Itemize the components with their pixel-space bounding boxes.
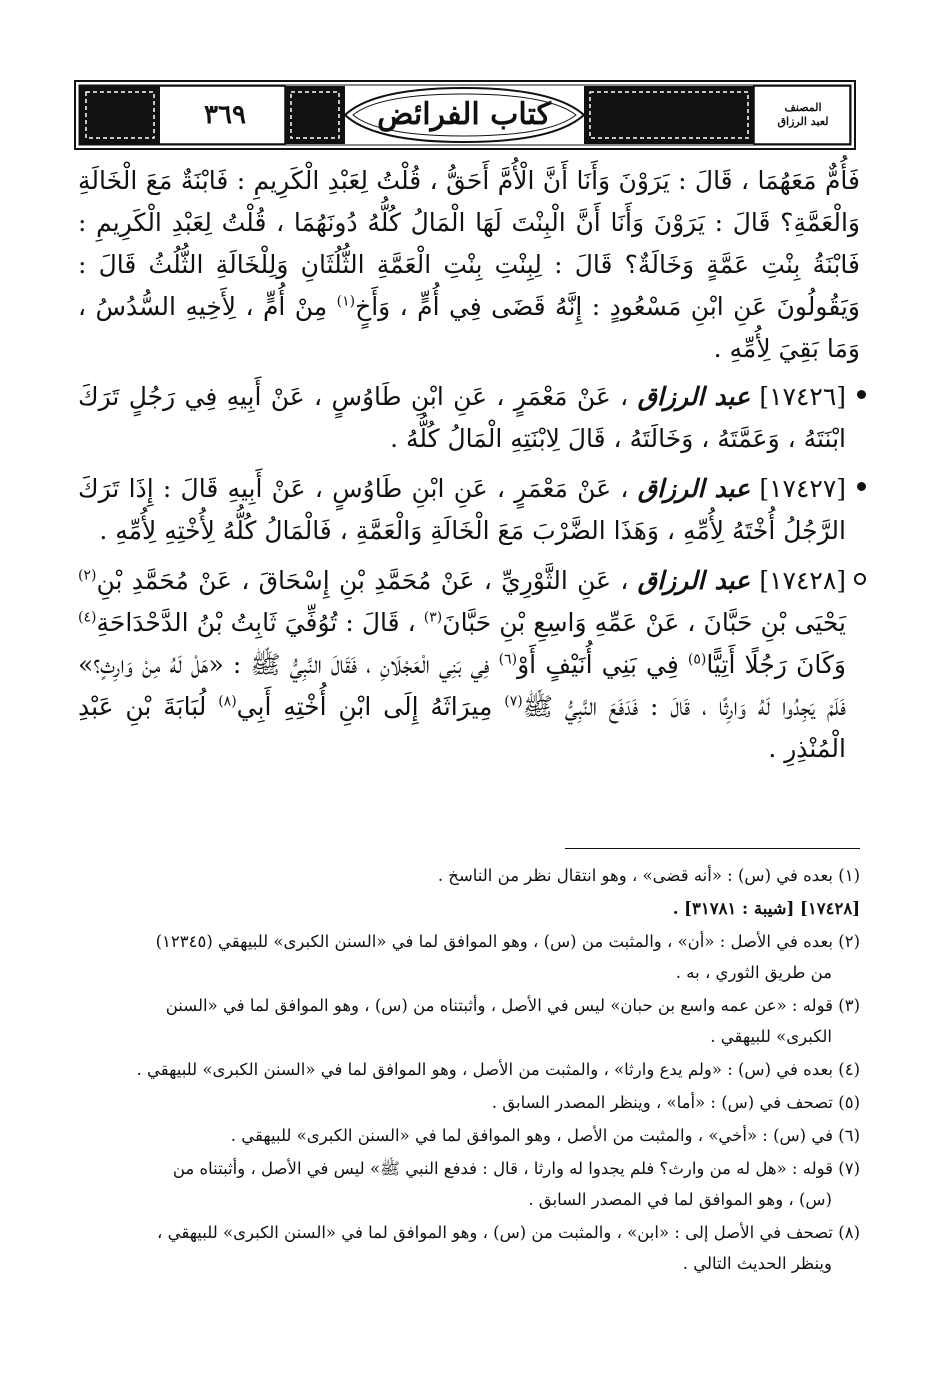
page-header [74,80,856,150]
footnote-3-cont: الكبرى» للبيهقي . [710,1027,832,1046]
seal-line-1: المصنف [784,101,822,114]
footnote-7-text: (٧) قوله : «هل له من وارث؟ فلم يجدوا له وارثا ، قال : فدفع النبي ﷺ» ليس في الأصل ، وأثبتناه من [172,1159,860,1178]
reference-17428: [١٧٤٢٨] [شيبة : ٣١٧٨١] . [672,899,860,918]
hadith-author: عبد الرزاق [637,474,751,503]
footnote-8-cont: وينظر الحديث التالي . [682,1254,832,1273]
main-text [78,160,860,778]
page-number: ٣٦٩ [204,100,246,130]
hadith-text-f: فِي بَنِي الْعَجْلَانِ ، فَقَالَ النَّبِيُّ ﷺ : «هَلْ لَهُ مِنْ وَارِثٍ؟» فَلَمْ يَجِدُوا لَهُ وَارِثًا ، قَالَ : فَدَفَعَ النَّبِيُّ ﷺ [78,650,847,721]
book-seal [757,87,849,143]
seal-line-2: لعبد الرزاق [777,115,829,128]
hadith-17428 [78,560,860,770]
hadith-number: [١٧٤٢٦] [759,382,847,411]
footnote-1: (١) بعده في (س) : «أنه قضى» ، وهو انتقال نظر من الناسخ . [437,866,860,885]
footnote-8 [78,1217,860,1279]
footnote-ref-4: (٤) [78,609,97,626]
footnote-5: (٥) تصحف في (س) : «أما» ، وينظر المصدر السابق . [491,1093,860,1112]
bullet-icon [857,390,866,399]
footnote-7-cont: (س) ، وهو الموافق لما في المصدر السابق . [528,1190,832,1209]
intro-paragraph [78,160,860,370]
footnote-8-text: (٨) تصحف في الأصل إلى : «ابن» ، والمثبت من (س) ، وهو الموافق لما في «السنن الكبرى» للبيهقي ، [157,1223,860,1242]
footnote-3-text: (٣) قوله : «عن عمه واسع بن حبان» ليس في الأصل ، وأثبتناه من (س) ، وهو الموافق لما في «السنن [165,996,860,1015]
intro-text: فَأُمٌّ مَعَهُمَا ، قَالَ : يَرَوْنَ وَأَنَا أَنَّ الْأُمَّ أَحَقُّ ، قُلْتُ لِعَبْدِ الْكَرِيمِ : فَابْنَةٌ مَعَ الْخَالَةِ وَالْعَمَّةِ؟ قَالَ : يَرَوْنَ وَأَنَا أَنَّ الْبِنْتَ لَهَا الْمَالُ كُلُّهُ دُونَهُمَا ، قُلْتُ لِعَبْدِ الْكَرِيمِ : فَابْنَةُ بِنْتِ عَمَّةٍ وَخَالَةٌ؟ قَالَ : لِبِنْتِ بِنْتِ الْعَمَّةِ الثُّلُثَانِ وَلِلْخَالَةِ الثُّلُثُ قَالَ : وَيَقُولُونَ عَنِ ابْنِ مَسْعُودٍ : إِنَّهُ قَضَى فِي أُمٍّ ، وَأَخٍ [78,166,860,321]
footnote-2-text: (٢) بعده في الأصل : «أن» ، والمثبت من (س) ، وهو الموافق لما في «السنن الكبرى» للبيهقي (١٢٣٤٥) [155,932,860,951]
hadith-number: [١٧٤٢٧] [759,474,847,503]
footnote-ref-3: (٣) [423,609,443,626]
footnote-ref-5: (٥) [687,651,707,668]
hadith-author: عبد الرزاق [637,382,751,411]
hadith-text-a: ، عَنِ الثَّوْرِيِّ ، عَنْ مُحَمَّدِ بْنِ إِسْحَاقَ ، عَنْ مُحَمَّدِ بْنِ [96,566,629,595]
hadith-text: ، عَنْ مَعْمَرٍ ، عَنِ ابْنِ طَاوُسٍ ، عَنْ أَبِيهِ فِي رَجُلٍ تَرَكَ ابْنَتَهُ ، وَعَمَّتَهُ ، وَخَالَتَهُ ، قَالَ لِابْنَتِهِ الْمَالُ كُلُّهُ . [78,382,846,453]
footnote-2 [78,926,860,988]
footnote-7 [78,1153,860,1215]
footnote-ref-2: (٢) [78,567,97,584]
footnote-ref-6: (٦) [498,651,518,668]
footnote-divider [565,848,860,849]
hadith-text-g: مِيرَاثَهُ إِلَى ابْنِ أُخْتِهِ أَبِي [236,692,493,721]
hadith-text-h: لُبَابَةَ بْنِ عَبْدِ الْمُنْذِرِ . [78,692,846,763]
footnote-2-cont: من طريق الثوري ، به . [675,963,832,982]
bullet-icon [857,482,866,491]
hadith-17426 [78,376,860,460]
ring-icon [854,573,866,585]
footnote-ref-8: (٨) [218,693,237,710]
footnote-6: (٦) في (س) : «أخي» ، والمثبت من الأصل ، وهو الموافق لما في «السنن الكبرى» للبيهقي . [230,1126,860,1145]
intro-text-end: مِنْ أُمٍّ ، لِأَخِيهِ السُّدُسُ ، وَمَا بَقِيَ لِأُمِّهِ . [78,292,860,363]
footnotes [78,860,860,1281]
hadith-number: [١٧٤٢٨] [759,566,847,595]
footnote-4: (٤) بعده في (س) : «ولم يدع وارثا» ، والمثبت من الأصل ، وهو الموافق لما في «السنن الكبرى» للبيهقي . [136,1060,860,1079]
hadith-text-c: ، قَالَ : تُوُفِّيَ ثَابِتُ بْنُ الدَّحْدَاحَةِ [96,608,416,637]
hadith-17427 [78,468,860,552]
hadith-text-d: وَكَانَ رَجُلًا أَتِيًّا [706,650,846,679]
hadith-text-b: يَحْيَى بْنِ حَبَّانَ ، عَنْ عَمِّهِ وَاسِعِ بْنِ حَبَّانَ [442,608,846,637]
footnote-ref-7: (٧) [504,693,523,710]
chapter-title: كتاب الفرائض [377,97,551,132]
footnote-ref-1: (١) [336,293,356,310]
footnote-3 [78,990,860,1052]
hadith-author: عبد الرزاق [637,566,751,595]
hadith-text: ، عَنْ مَعْمَرٍ ، عَنِ ابْنِ طَاوُسٍ ، عَنْ أَبِيهِ قَالَ : إِذَا تَرَكَ الرَّجُلُ أُخْتَهُ لِأُمِّهِ ، وَهَذَا الضَّرْبَ مَعَ الْخَالَةِ وَالْعَمَّةِ ، فَالْمَالُ كُلُّهُ لِأُخْتِهِ لِأُمِّهِ . [78,474,846,545]
hadith-text-e: فِي بَنِي أُنَيْفٍ أَوْ [517,650,679,679]
